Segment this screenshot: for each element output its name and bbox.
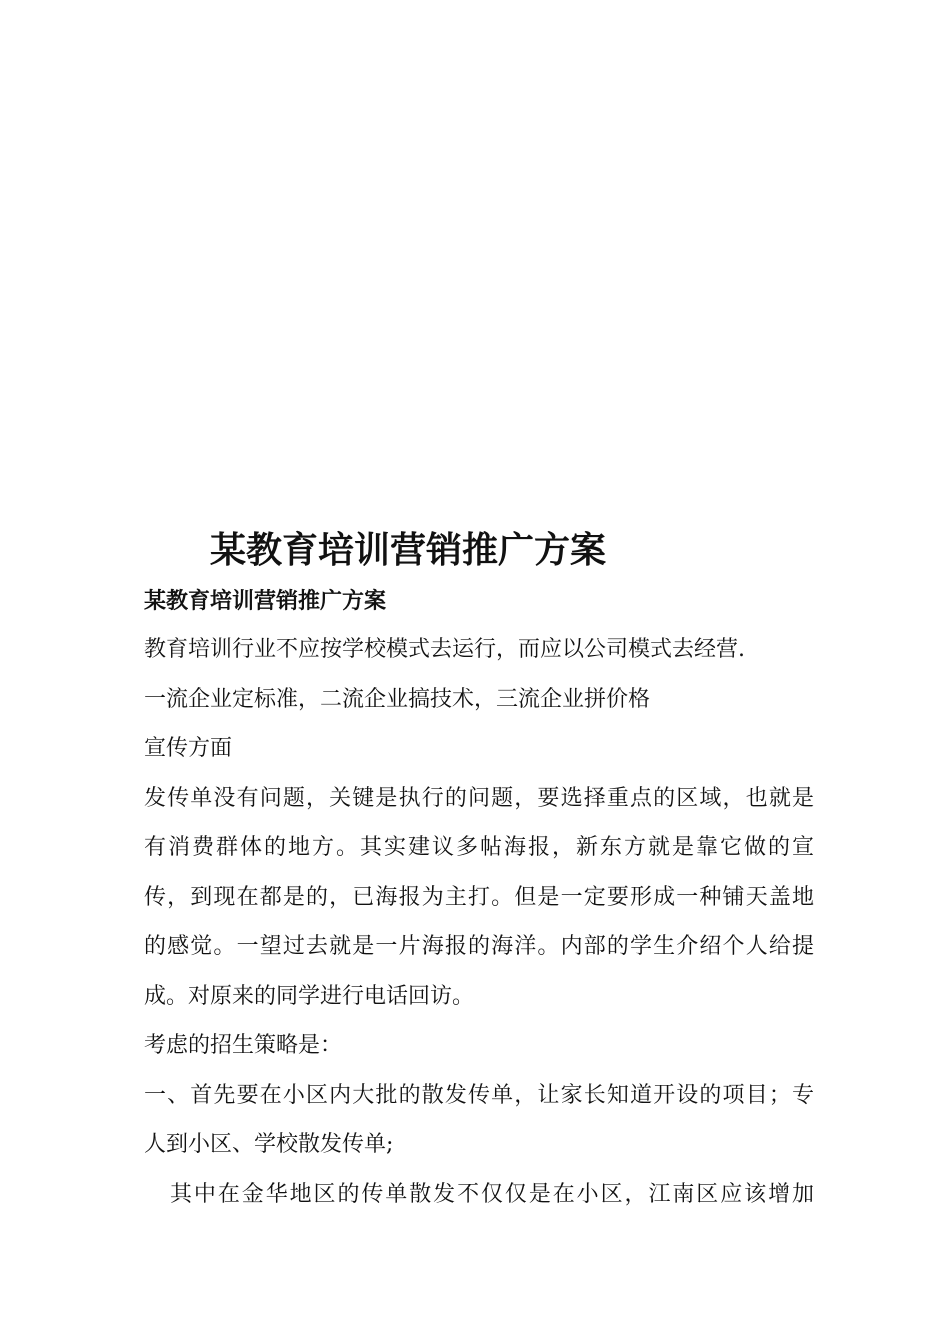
- body-line: 一流企业定标准，二流企业搞技术，三流企业拼价格: [144, 686, 651, 712]
- body-line: 其中在金华地区的传单散发不仅仅是在小区，江南区应该增加: [170, 1181, 814, 1207]
- body-line: 宣传方面: [144, 736, 233, 761]
- document-subtitle: 某教育培训营销推广方案: [144, 588, 387, 614]
- body-line: 传，到现在都是的，已海报为主打。但是一定要形成一种铺天盖地: [144, 884, 814, 910]
- body-line: 发传单没有问题，关键是执行的问题，要选择重点的区域，也就是: [144, 785, 814, 811]
- body-line: 的感觉。一望过去就是一片海报的海洋。内部的学生介绍个人给提: [144, 934, 814, 959]
- document-title: 某教育培训营销推广方案: [210, 529, 607, 571]
- document-body: [144, 632, 814, 1226]
- body-line: 有消费群体的地方。其实建议多帖海报，新东方就是靠它做的宣: [144, 835, 814, 860]
- body-line: 教育培训行业不应按学校模式去运行，而应以公司模式去经营.: [144, 637, 745, 662]
- body-line: 考虑的招生策略是：: [144, 1033, 343, 1058]
- body-line: 成。对原来的同学进行电话回访。: [144, 983, 475, 1009]
- body-line: 人到小区、学校散发传单;: [144, 1132, 394, 1157]
- body-line: 一、首先要在小区内大批的散发传单，让家长知道开设的项目；专: [144, 1082, 814, 1108]
